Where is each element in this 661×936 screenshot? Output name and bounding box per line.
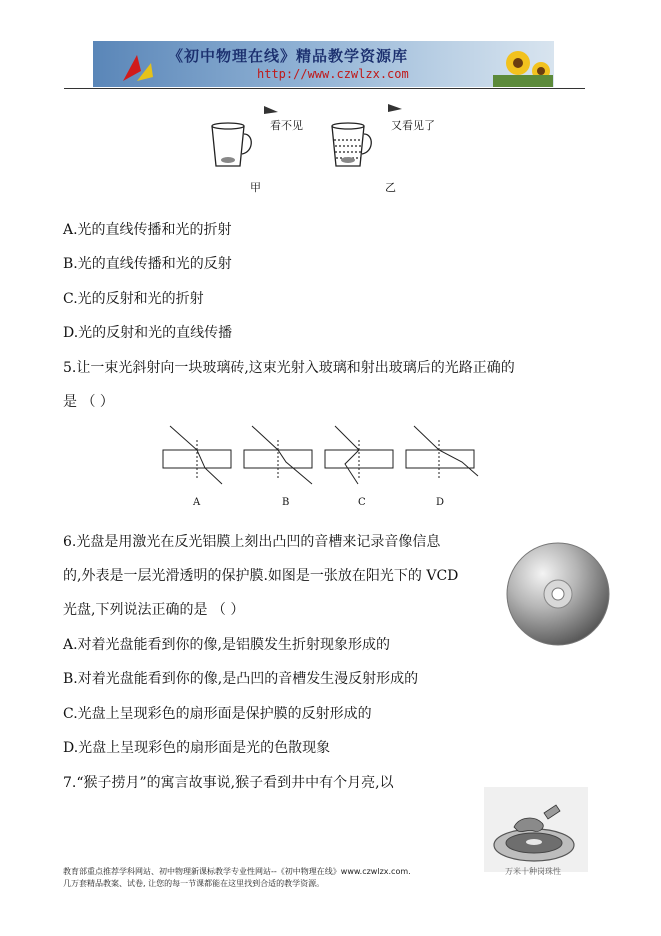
light-ray <box>170 426 222 484</box>
cups-figure <box>200 100 460 195</box>
q5-stem-line2: 是 （ ） <box>63 394 114 410</box>
diagram-label-a: A <box>193 497 201 508</box>
footer-line1: 教育部重点推荐学科网站、初中物理新课标教学专业性网站--《初中物理在线》www.czwlzx.com. <box>63 867 411 876</box>
q6-option-c: C.光盘上呈现彩色的扇形面是保护膜的反射形成的 <box>63 706 372 722</box>
q4-option-b: B.光的直线传播和光的反射 <box>63 256 232 272</box>
q6-option-b: B.对着光盘能看到你的像,是凸凹的音槽发生漫反射形成的 <box>63 671 419 687</box>
q6-option-d: D.光盘上呈现彩色的扇形面是光的色散现象 <box>63 740 331 756</box>
q6-option-a: A.对着光盘能看到你的像,是铝膜发生折射现象形成的 <box>63 637 391 653</box>
diagram-label-c: C <box>358 497 366 508</box>
water-cup-icon <box>332 123 371 166</box>
q6-stem-line3: 光盘,下列说法正确的是 （ ） <box>63 602 245 618</box>
eye-icon <box>264 106 278 114</box>
banner-title: 《初中物理在线》精品教学资源库 <box>168 47 409 65</box>
q4-option-c: C.光的反射和光的折射 <box>63 291 204 307</box>
label-jia: 甲 <box>250 181 261 194</box>
empty-cup-icon <box>212 123 251 166</box>
q4-option-d: D.光的反射和光的直线传播 <box>63 325 233 341</box>
header-divider <box>64 88 585 89</box>
q7-stem-line1: 7.“猴子捞月”的寓言故事说,猴子看到井中有个月亮,以 <box>63 775 394 791</box>
cutoff-caption: 万米十种岗珠性 <box>505 867 561 876</box>
label-see-again: 又看见了 <box>391 119 435 132</box>
banner-url: http://www.czwlzx.com <box>257 67 409 81</box>
q6-stem-line2: 的,外表是一层光滑透明的保护膜.如图是一张放在阳光下的 VCD <box>63 568 459 584</box>
diagram-label-d: D <box>436 497 445 508</box>
eye-icon <box>388 104 402 112</box>
light-ray <box>335 426 359 484</box>
light-ray <box>252 426 312 484</box>
monkey-well-image <box>484 787 588 872</box>
q4-option-a: A.光的直线传播和光的折射 <box>63 222 232 238</box>
glass-block <box>406 450 474 468</box>
cd-disc-image <box>505 541 611 647</box>
label-yi: 乙 <box>385 181 396 194</box>
glass-refraction-figure <box>160 422 480 517</box>
label-cannot-see: 看不见 <box>270 119 303 132</box>
footer-line2: 几万套精品教案、试卷, 让您的每一节课都能在这里找到合适的教学资源。 <box>63 879 325 888</box>
q6-stem-line1: 6.光盘是用激光在反光铝膜上刻出凸凹的音槽来记录音像信息 <box>63 534 441 550</box>
q5-stem-line1: 5.让一束光斜射向一块玻璃砖,这束光射入玻璃和射出玻璃后的光路正确的 <box>63 360 515 376</box>
diagram-label-b: B <box>282 497 290 508</box>
